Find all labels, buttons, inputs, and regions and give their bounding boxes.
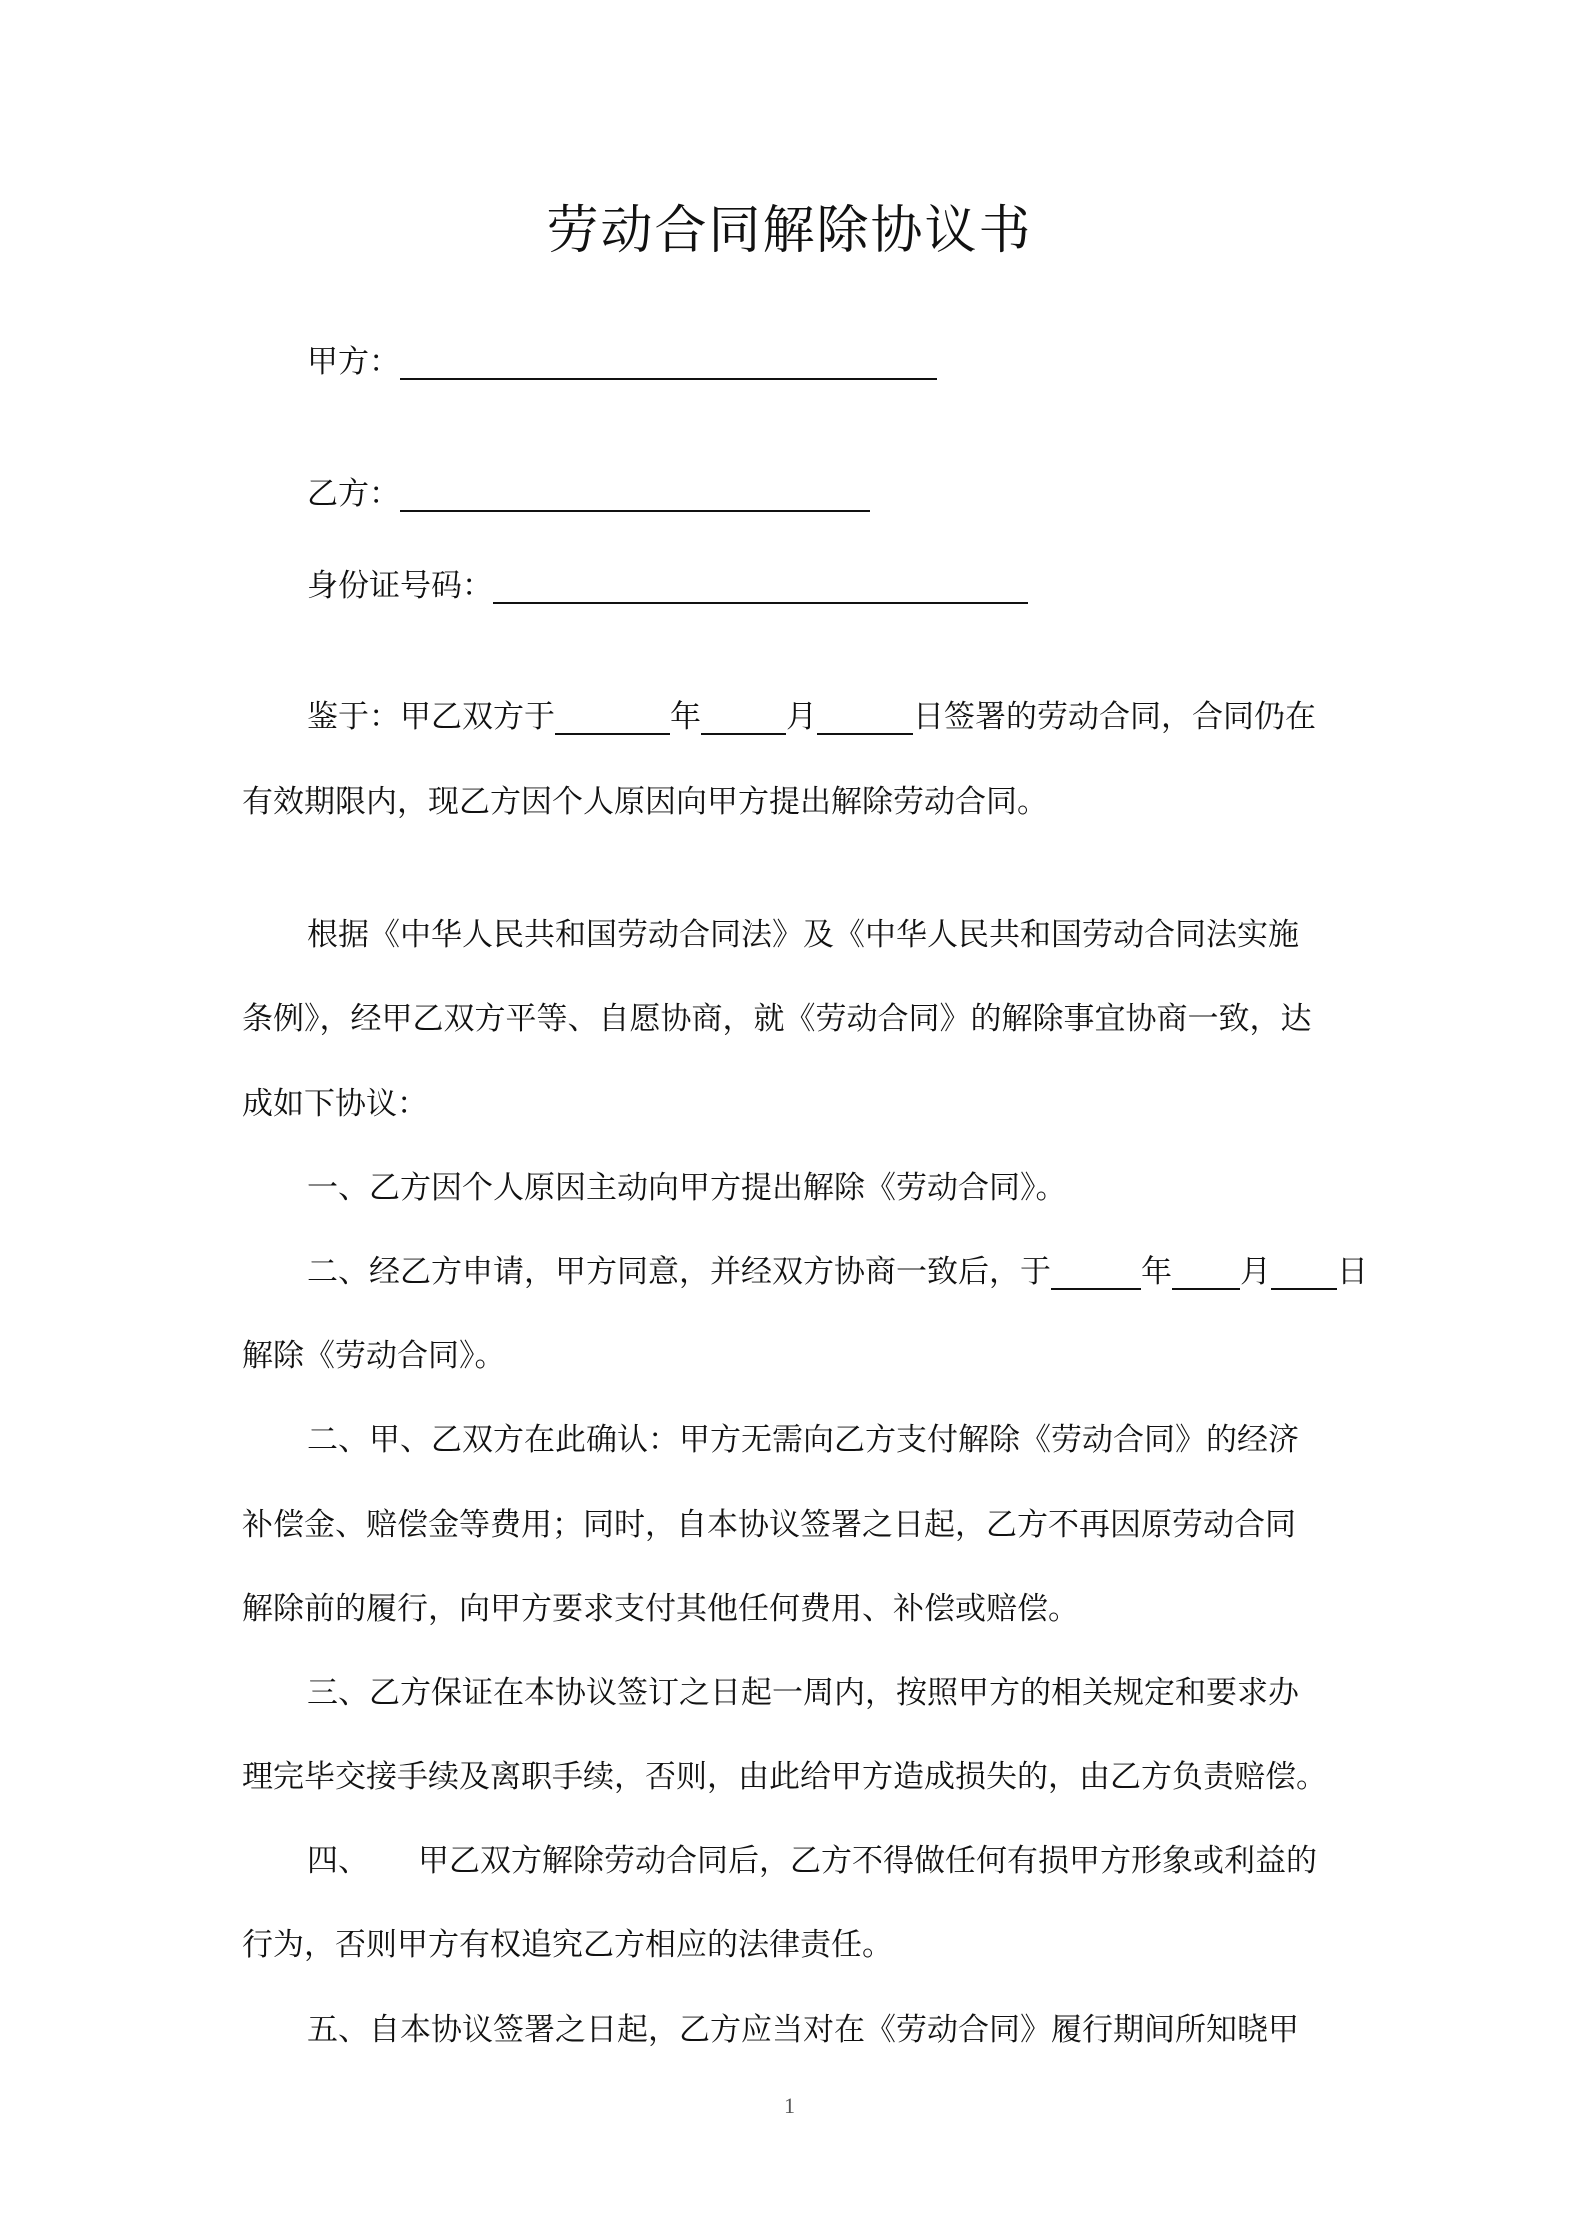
recital-line-1	[307, 695, 1316, 739]
year-label: 年	[670, 699, 701, 735]
basis-line-3: 成如下协议：	[242, 1086, 428, 1122]
sign-day-blank	[817, 697, 913, 735]
year-label: 年	[1141, 1254, 1172, 1290]
party-a-label: 甲方：	[307, 344, 400, 380]
clause-4-line-1: 三、乙方保证在本协议签订之日起一周内，按照甲方的相关规定和要求办	[307, 1675, 1299, 1711]
clause-3-line-3: 解除前的履行，向甲方要求支付其他任何费用、补偿或赔偿。	[242, 1591, 1079, 1627]
month-label: 月	[786, 699, 817, 735]
termination-day-blank	[1271, 1252, 1337, 1290]
party-b-label: 乙方：	[307, 476, 400, 512]
sign-month-blank	[701, 697, 786, 735]
recital-text: 鉴于：甲乙双方于	[307, 699, 555, 735]
page-number: 1	[784, 2093, 795, 2118]
id-number-label: 身份证号码：	[307, 568, 493, 604]
clause-2-line-2: 解除《劳动合同》。	[242, 1338, 506, 1374]
id-number-blank	[493, 566, 1028, 604]
clause-3-line-2: 补偿金、赔偿金等费用；同时，自本协议签署之日起，乙方不再因原劳动合同	[242, 1507, 1296, 1543]
clause-1: 一、乙方因个人原因主动向甲方提出解除《劳动合同》。	[307, 1170, 1067, 1206]
termination-month-blank	[1172, 1252, 1240, 1290]
termination-year-blank	[1051, 1252, 1141, 1290]
clause-3-line-1: 二、甲、乙双方在此确认：甲方无需向乙方支付解除《劳动合同》的经济	[307, 1422, 1299, 1458]
clause-5-line-1: 甲乙双方解除劳动合同后，乙方不得做任何有损甲方形象或利益的	[418, 1843, 1317, 1879]
document-title: 劳动合同解除协议书	[546, 201, 1033, 261]
clause-4-line-2: 理完毕交接手续及离职手续，否则，由此给甲方造成损失的，由乙方负责赔偿。	[242, 1759, 1327, 1795]
party-a-line	[307, 340, 937, 384]
party-a-blank	[400, 342, 937, 380]
day-label: 日	[1337, 1254, 1368, 1290]
basis-line-2: 条例》，经甲乙双方平等、自愿协商，就《劳动合同》的解除事宜协商一致，达	[242, 1001, 1312, 1037]
clause-5-number: 四、	[307, 1843, 369, 1879]
clause-6-line-1: 五、自本协议签署之日起，乙方应当对在《劳动合同》履行期间所知晓甲	[307, 2012, 1299, 2048]
basis-line-1: 根据《中华人民共和国劳动合同法》及《中华人民共和国劳动合同法实施	[307, 917, 1299, 953]
id-number-line	[307, 564, 1028, 608]
clause-2-text: 二、经乙方申请，甲方同意，并经双方协商一致后，于	[307, 1254, 1051, 1290]
clause-5-line-2: 行为，否则甲方有权追究乙方相应的法律责任。	[242, 1927, 893, 1963]
month-label: 月	[1240, 1254, 1271, 1290]
party-b-blank	[400, 474, 870, 512]
recital-line-2: 有效期限内，现乙方因个人原因向甲方提出解除劳动合同。	[242, 784, 1048, 820]
party-b-line	[307, 472, 870, 516]
clause-2-line-1	[307, 1250, 1368, 1294]
sign-year-blank	[555, 697, 670, 735]
recital-text-2: 日签署的劳动合同，合同仍在	[913, 699, 1316, 735]
